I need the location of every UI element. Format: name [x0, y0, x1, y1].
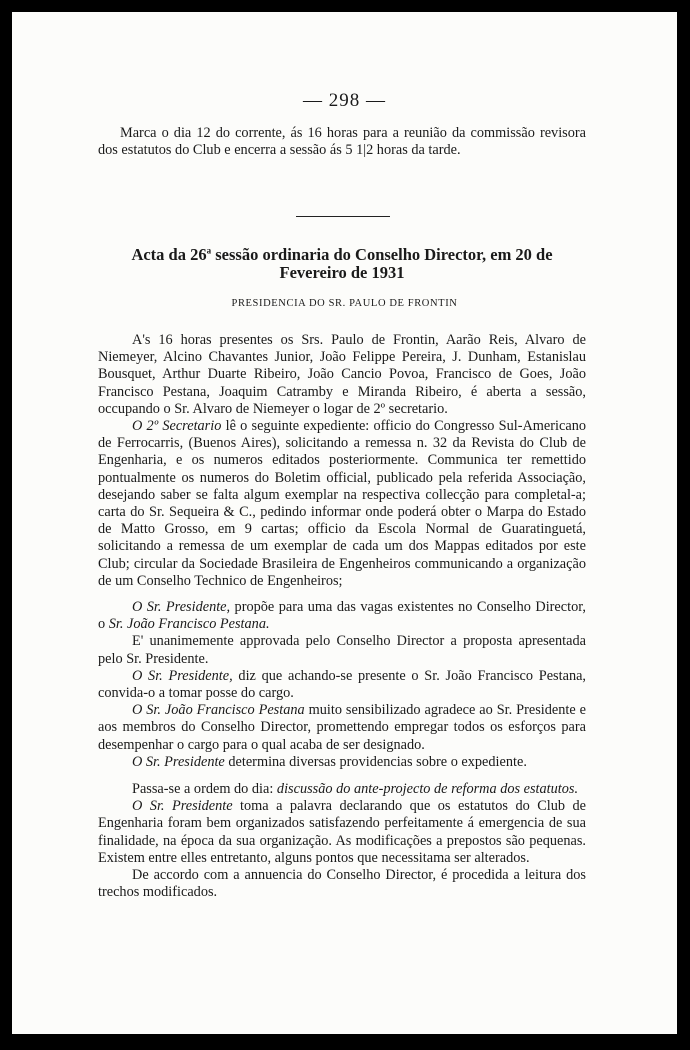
presidency-line: PRESIDENCIA DO SR. PAULO DE FRONTIN — [231, 298, 458, 309]
section-divider — [296, 216, 390, 217]
heading-prefix: Acta da 26 — [131, 245, 207, 264]
president-label: O Sr. Presidente — [132, 753, 225, 770]
paragraph-correspondence — [98, 418, 586, 590]
paragraph-statutes — [98, 798, 586, 867]
paragraph-attendance: A's 16 horas presentes os Srs. Paulo de Frontin, Aarão Reis, Alvaro de Niemeyer, Alcino Chavantes Junior, João Felippe Pereira, J. Dunham, Estanislau Bousquet, Arthur Duarte Ribeiro, João Cancio Povoa, Francisco de Goes, João Francisco Pestana, Joaquim Catramby e Miranda Ribeiro, é aberta a sessão, occupando o Sr. Alvaro de Niemeyer o logar de 2º secretario. — [98, 332, 586, 417]
correspondence-text: lê o seguinte expediente: officio do Congresso Sul-Americano de Ferrocarris, (Buenos Aires), solicitando a remessa n. 32 da Revista do Club de Engenharia, e os numeros editados posteriormente. Communica ter remettido pontualmente os numeros do Boletim official, publicado pela referida Associação, desejando saber se falta algum exemplar na respectiva collecção para completal-a; carta do Sr. Sequeira & C., pedindo informar onde poderá obter o Marpa do Estado de Matto Grosso, em 9 cartas; officio da Escola Normal de Guaratinguetá, solicitando a remessa de um exemplar de cada um dos Mappas editados por este Club; circular da Sociedade Brasileira de Engenheiros communicando a organização de um Conselho Technico de Engenheiros; — [98, 418, 586, 589]
intro-paragraph: Marca o dia 12 do corrente, ás 16 horas para a reunião da commissão revisora dos estatutos do Club e encerra a sessão ás 5 1|2 horas da tarde. — [98, 125, 586, 159]
order-subject: discussão do ante-projecto de reforma dos estatutos. — [276, 781, 579, 798]
paragraph-approval: E' unanimemente approvada pelo Conselho Director a proposta apresentada pelo Sr. Presidente. — [98, 633, 586, 667]
heading-ordinal: a — [206, 245, 212, 256]
paragraph-reading: De accordo com a annuencia do Conselho Director, é procedida a leitura dos trechos modificados. — [98, 867, 586, 901]
statutes-text: toma a palavra declarando que os estatutos do Club de Engenharia foram bem organizados satisfazendo perfeitamente á emergencia de sua finalidade, na época da sua organização. As modificações a prepostos são pequenas. Existem entre elles entretanto, alguns pontos que necessitama ser alterados. — [98, 798, 586, 866]
secretary-label: O 2º Secretario — [132, 418, 222, 435]
thanks-text: muito sensibilizado agradece ao Sr. Presidente e aos membros do Conselho Director, promettendo empregar todos os esforços para desempenhar o cargo para o qual acaba de ser designado. — [98, 702, 586, 753]
paragraph-proposal — [98, 599, 586, 633]
paragraph-thanks — [98, 702, 586, 754]
page-number: — 298 — — [303, 90, 386, 111]
president-label: O Sr. Presidente, — [132, 599, 231, 616]
paragraph-providencias — [98, 754, 586, 771]
pestana-label: O Sr. João Francisco Pestana — [132, 702, 305, 719]
providencias-text: determina diversas providencias sobre o expediente. — [224, 753, 527, 770]
president-label: O Sr. Presidente — [132, 798, 233, 815]
minutes-heading — [96, 246, 588, 282]
president-label: O Sr. Presidente, — [132, 667, 233, 684]
nominee-name: Sr. João Francisco Pestana. — [108, 616, 270, 633]
paragraph-invitation — [98, 668, 586, 702]
document-page — [12, 12, 677, 1034]
order-text: Passa-se a ordem do dia: — [132, 781, 277, 798]
proposal-text: propõe para uma das vagas existentes no Conselho Director, o — [98, 599, 586, 633]
minutes-body — [98, 332, 586, 902]
invitation-text: diz que achando-se presente o Sr. João Francisco Pestana, convida-o a tomar posse do cargo. — [98, 667, 587, 702]
paragraph-order-of-day — [98, 781, 586, 798]
heading-rest: sessão ordinaria do Conselho Director, em 20 de Fevereiro de 1931 — [211, 245, 553, 282]
